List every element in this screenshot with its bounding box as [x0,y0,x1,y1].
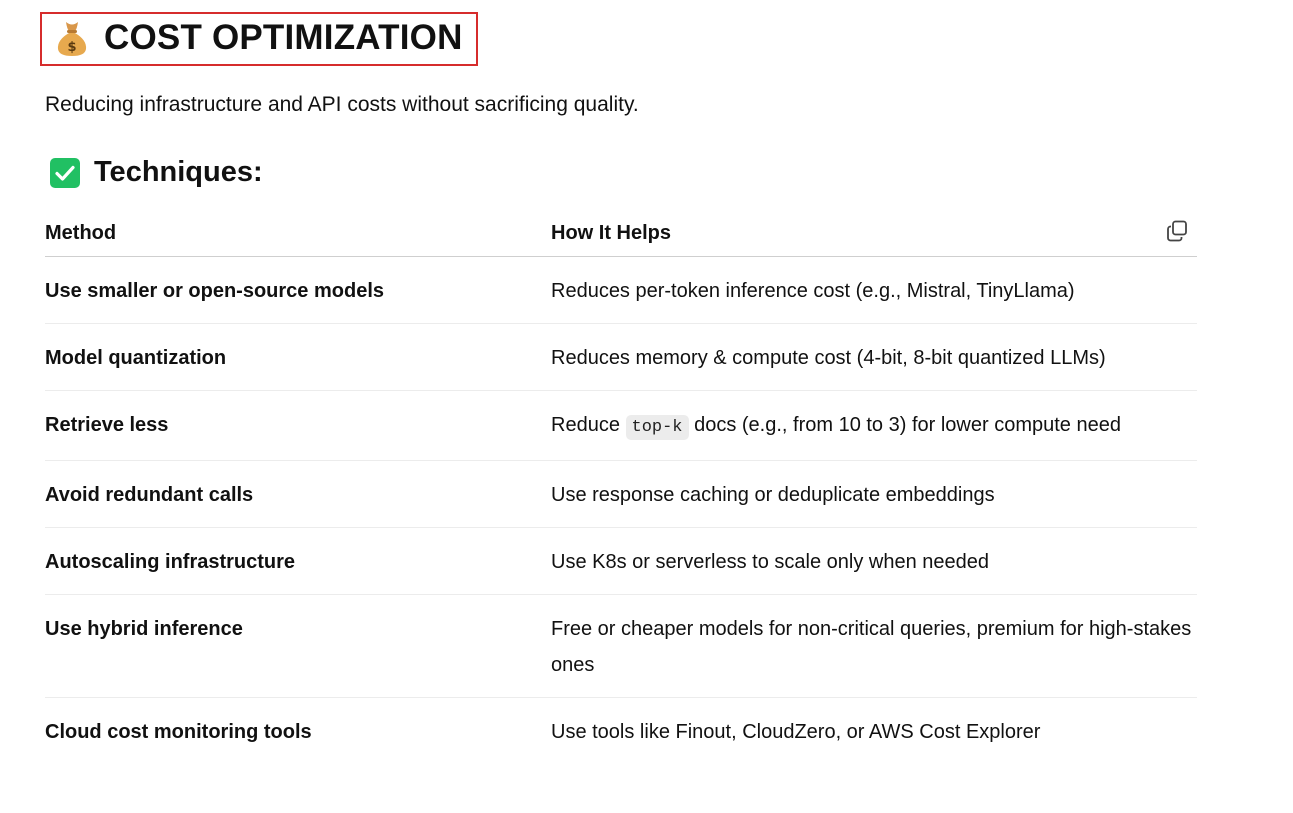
how-cell: Use K8s or serverless to scale only when needed [551,528,1197,595]
svg-text:$: $ [67,40,77,55]
subtitle: Reducing infrastructure and API costs without sacrificing quality. [45,93,639,116]
title-text: COST OPTIMIZATION [104,18,463,57]
section-heading-text: Techniques: [94,156,263,188]
copy-table-button[interactable] [1164,218,1190,244]
table-row [45,698,1197,765]
method-cell: Autoscaling infrastructure [45,528,551,595]
method-cell: Use hybrid inference [45,595,551,698]
table-row [45,595,1197,698]
table-row [45,461,1197,528]
method-cell: Model quantization [45,324,551,391]
check-mark-button-icon [50,158,80,188]
copy-icon [1165,219,1189,243]
method-cell: Cloud cost monitoring tools [45,721,312,743]
table-row [45,391,1197,461]
how-cell: Reduces memory & compute cost (4-bit, 8-bit quantized LLMs) [551,324,1197,391]
how-cell: Use response caching or deduplicate embeddings [551,461,1197,528]
page-title [54,16,463,60]
inline-code: top-k [626,415,689,440]
how-cell: Use tools like Finout, CloudZero, or AWS Cost Explorer [551,721,1041,743]
how-cell [551,391,1197,461]
table-row [45,528,1197,595]
money-bag-icon [54,18,90,58]
table-row [45,257,1197,324]
how-text-before: Reduce [551,414,620,436]
table-header-row [45,210,1197,257]
how-text-after: docs (e.g., from 10 to 3) for lower compute need [694,414,1121,436]
how-cell: Reduces per-token inference cost (e.g., Mistral, TinyLlama) [551,257,1197,324]
method-cell: Use smaller or open-source models [45,257,551,324]
section-heading [50,156,263,189]
table-row [45,324,1197,391]
techniques-table [45,210,1197,764]
method-cell: Retrieve less [45,391,551,461]
method-cell: Avoid redundant calls [45,461,551,528]
how-cell: Free or cheaper models for non-critical queries, premium for high-stakes ones [551,595,1197,698]
column-header-how: How It Helps [551,210,1197,257]
column-header-method: Method [45,210,551,257]
